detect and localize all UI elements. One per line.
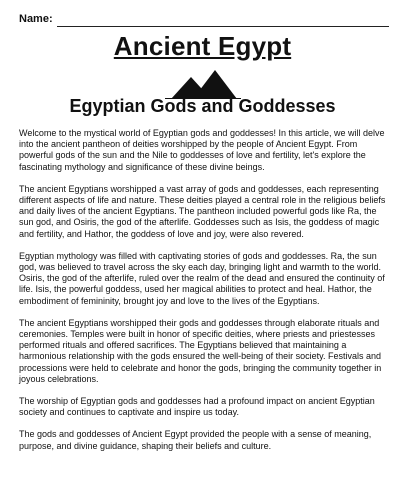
paragraph-impact: The worship of Egyptian gods and goddesses had a profound impact on ancient Egyptian society and continues to captivate and inspire us today.: [19, 396, 375, 418]
name-field-row: [19, 13, 389, 29]
paragraph-worship: The ancient Egyptians worshipped their gods and goddesses through elaborate rituals and ceremonies. Temples were built in honor of specific deities, where priests and priestesses performed rituals and offered sacrifices. The Egyptians believed that maintaining a harmonious relationship with the gods ensured the well-being of their society. Festivals and processions were held to celebrate and honor the gods, bringing the community together in joyous celebrations.: [19, 317, 382, 384]
paragraph-intro: Welcome to the mystical world of Egyptian gods and goddesses! In this article, we will delve into the ancient pantheon of deities worshipped by the people of Ancient Egypt. From powerful gods of the sun and the Nile to goddesses of love and fertility, let's explore the fascinating mythology and significance of these divine beings.: [19, 128, 385, 172]
name-blank-line: [57, 26, 389, 27]
paragraph-mythology: Egyptian mythology was filled with captivating stories of gods and goddesses. Ra, the sun god, was believed to travel across the sky each day, bringing light and warmth to the world. Osiris, the god of the afterlife, ruled over the realm of the dead and ensured the continuity of life. Isis, the powerful goddess, used her magical abilities to protect and heal. Hathor, the embodiment of femininity, brought joy and love to the lives of the Egyptians.: [19, 250, 385, 306]
article-body: [19, 128, 389, 463]
paragraph-conclusion: The gods and goddesses of Ancient Egypt provided the people with a sense of meaning, purpose, and divine guidance, shaping their beliefs and culture.: [19, 429, 372, 451]
page-title: Ancient Egypt: [113, 31, 292, 61]
pyramids-icon: [163, 67, 243, 99]
paragraph-pantheon: The ancient Egyptians worshipped a vast array of gods and goddesses, each representing different aspects of life and nature. These deities played a central role in the religious beliefs and daily lives of the ancient Egyptians. The pantheon included powerful gods like Ra, the sun god, and Osiris, the god of the afterlife. Goddesses such as Isis, the goddess of magic and fertility, and Hathor, the goddess of love and joy, were also revered.: [19, 183, 386, 239]
name-label: Name:: [19, 13, 53, 25]
page-subtitle: Egyptian Gods and Goddesses: [69, 96, 336, 116]
